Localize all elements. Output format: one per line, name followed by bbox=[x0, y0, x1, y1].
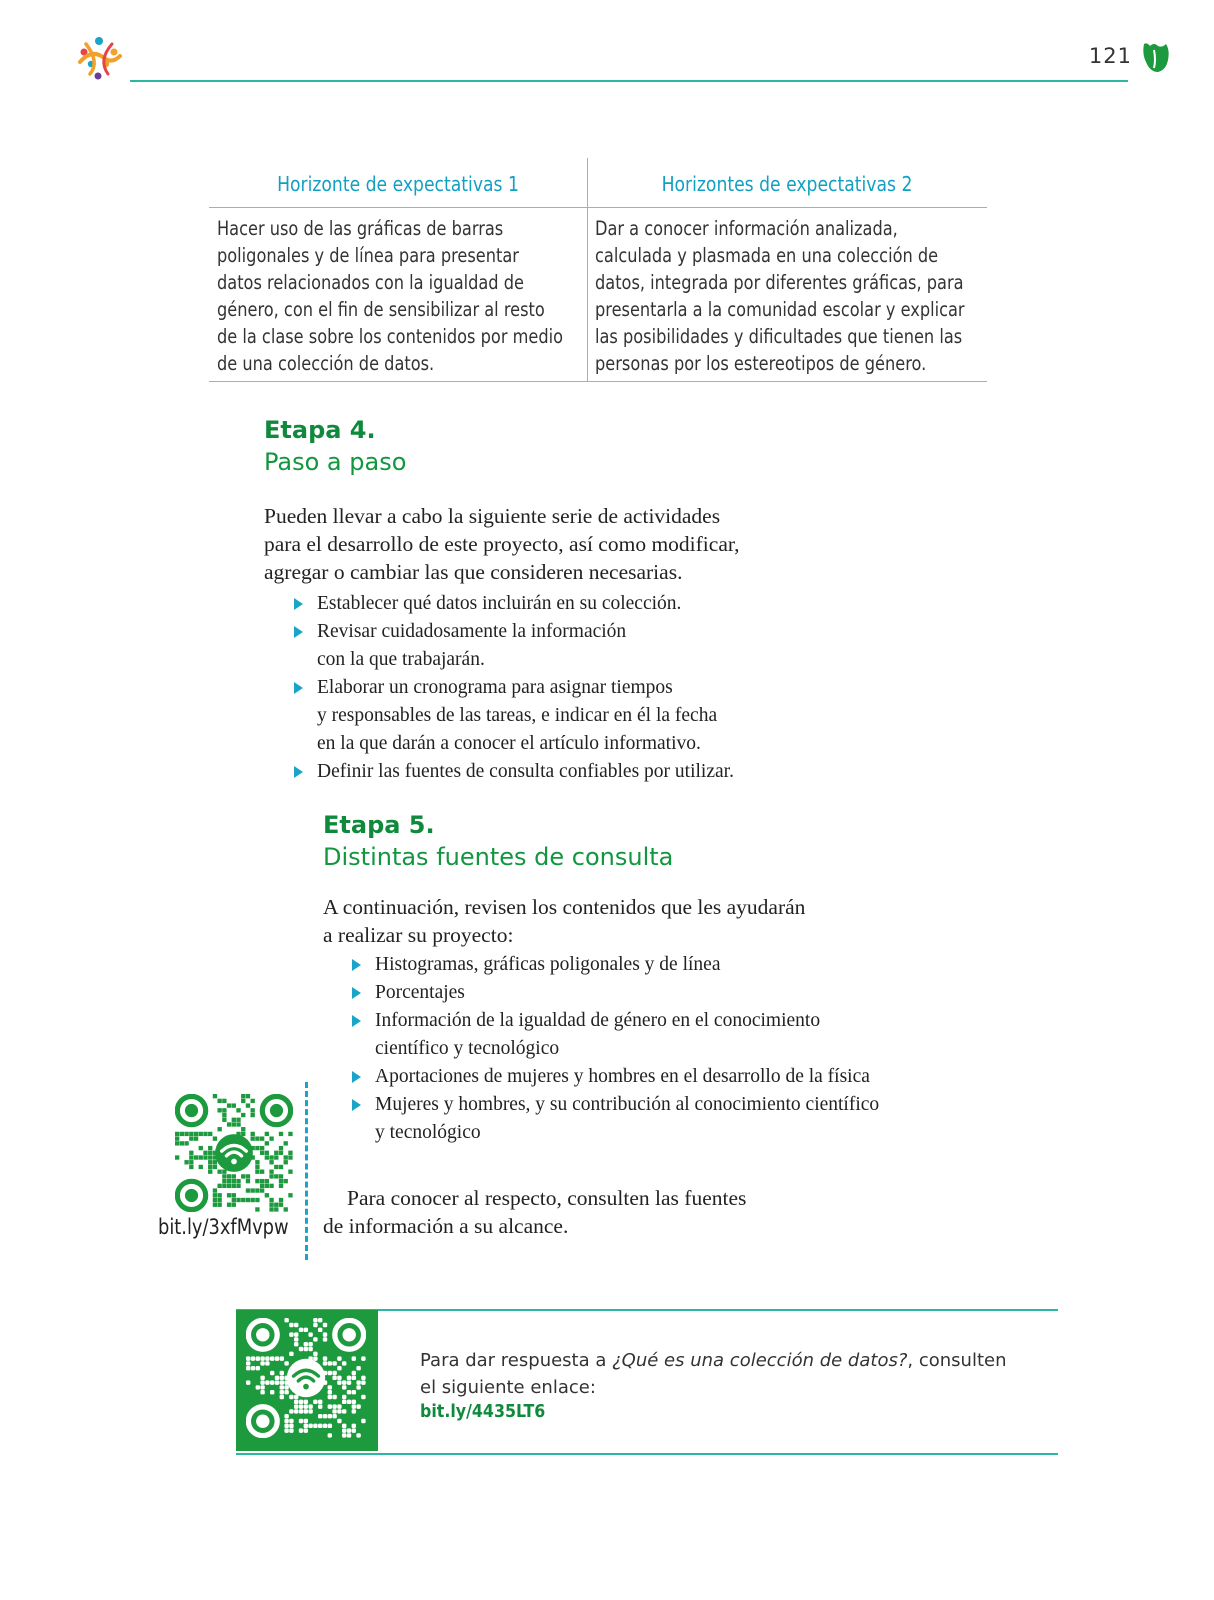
table-column-divider bbox=[587, 158, 588, 382]
resource-text bbox=[420, 1347, 1040, 1401]
etapa5-title: Etapa 5. bbox=[323, 811, 435, 839]
list-item-line: Porcentajes bbox=[375, 982, 465, 1003]
cell-line: presentarla a la comunidad escolar y explicar bbox=[595, 298, 965, 321]
list-item bbox=[292, 674, 852, 758]
qr-code-icon[interactable] bbox=[175, 1094, 293, 1212]
intro-line: agregar o cambiar las que consideren necesarias. bbox=[264, 560, 683, 584]
bullet-icon bbox=[352, 987, 361, 999]
bullet-icon bbox=[352, 959, 361, 971]
etapa5-list bbox=[350, 951, 970, 1147]
leaf-badge-icon bbox=[1140, 40, 1170, 74]
list-item-line: y responsables de las tareas, e indicar en él la fecha bbox=[317, 705, 718, 726]
list-item-line: con la que trabajarán. bbox=[317, 649, 485, 670]
intro-line: para el desarrollo de este proyecto, así como modificar, bbox=[264, 532, 740, 556]
resource-link[interactable]: bit.ly/4435LT6 bbox=[420, 1401, 546, 1422]
cell-line: personas por los estereotipos de género. bbox=[595, 352, 927, 375]
etapa5-subtitle: Distintas fuentes de consulta bbox=[323, 843, 674, 871]
intro-line: A continuación, revisen los contenidos que les ayudarán bbox=[323, 895, 806, 919]
cell-line: poligonales y de línea para presentar bbox=[217, 244, 519, 267]
page-number: 121 bbox=[1088, 44, 1132, 68]
etapa5-intro bbox=[323, 893, 883, 949]
cell-line: las posibilidades y dificultades que tienen las bbox=[595, 325, 963, 348]
bullet-icon bbox=[294, 766, 303, 778]
list-item-line: Revisar cuidadosamente la información bbox=[317, 621, 627, 642]
qr-link[interactable]: bit.ly/3xfMvpw bbox=[158, 1215, 289, 1239]
resource-text-before: Para dar respuesta a bbox=[420, 1350, 613, 1371]
etapa4-list bbox=[292, 590, 852, 786]
list-item bbox=[350, 1091, 970, 1147]
table-bottom-rule bbox=[209, 381, 987, 382]
cell-line: datos relacionados con la igualdad de bbox=[217, 271, 524, 294]
list-item bbox=[292, 618, 852, 674]
bullet-icon bbox=[294, 682, 303, 694]
table-cell-1 bbox=[217, 215, 566, 377]
resource-question: ¿Qué es una colección de datos? bbox=[612, 1350, 908, 1371]
resource-line-2: el siguiente enlace: bbox=[420, 1377, 596, 1398]
list-item-line: Aportaciones de mujeres y hombres en el desarrollo de la física bbox=[375, 1066, 870, 1087]
cell-line: de la clase sobre los contenidos por medio bbox=[217, 325, 564, 348]
list-item-line: Mujeres y hombres, y su contribución al conocimiento científico bbox=[375, 1094, 880, 1115]
resource-line-1 bbox=[420, 1347, 1040, 1374]
list-item-line: Definir las fuentes de consulta confiables por utilizar. bbox=[317, 761, 734, 782]
cell-line: calculada y plasmada en una colección de bbox=[595, 244, 939, 267]
resource-text-after: , consulten bbox=[907, 1350, 1007, 1371]
bullet-icon bbox=[352, 1071, 361, 1083]
bullet-icon bbox=[294, 626, 303, 638]
list-item-line: Elaborar un cronograma para asignar tiempos bbox=[317, 677, 673, 698]
bullet-icon bbox=[294, 598, 303, 610]
list-item bbox=[350, 951, 970, 979]
cell-line: Dar a conocer información analizada, bbox=[595, 217, 898, 240]
table-header-2: Horizontes de expectativas 2 bbox=[661, 172, 913, 196]
etapa4-subtitle: Paso a paso bbox=[264, 448, 407, 476]
etapa4-intro bbox=[264, 502, 804, 586]
list-item-line: Establecer qué datos incluirán en su colección. bbox=[317, 593, 682, 614]
list-item bbox=[292, 758, 852, 786]
list-item bbox=[350, 1063, 970, 1091]
list-item-line: Información de la igualdad de género en el conocimiento bbox=[375, 1010, 821, 1031]
list-item bbox=[292, 590, 852, 618]
etapa4-title: Etapa 4. bbox=[264, 416, 376, 444]
cell-line: datos, integrada por diferentes gráficas, para bbox=[595, 271, 964, 294]
list-item-line: en la que darán a conocer el artículo informativo. bbox=[317, 733, 701, 754]
bullet-icon bbox=[352, 1099, 361, 1111]
bullet-icon bbox=[352, 1015, 361, 1027]
closing-paragraph bbox=[323, 1184, 843, 1240]
qr-code-icon[interactable] bbox=[246, 1318, 366, 1438]
header-rule bbox=[130, 80, 1128, 82]
closing-line: Para conocer al respecto, consulten las fuentes bbox=[347, 1186, 747, 1210]
list-item-line: y tecnológico bbox=[375, 1122, 481, 1143]
list-item bbox=[350, 979, 970, 1007]
list-item-line: Histogramas, gráficas poligonales y de línea bbox=[375, 954, 721, 975]
cell-line: de una colección de datos. bbox=[217, 352, 435, 375]
list-item-line: científico y tecnológico bbox=[375, 1038, 560, 1059]
dashed-divider bbox=[305, 1082, 308, 1260]
logo-icon bbox=[74, 34, 124, 84]
cell-line: Hacer uso de las gráficas de barras bbox=[217, 217, 504, 240]
table-cell-2 bbox=[595, 215, 973, 377]
intro-line: Pueden llevar a cabo la siguiente serie de actividades bbox=[264, 504, 721, 528]
list-item bbox=[350, 1007, 970, 1063]
intro-line: a realizar su proyecto: bbox=[323, 923, 514, 947]
table-header-rule bbox=[209, 207, 987, 208]
table-header-1: Horizonte de expectativas 1 bbox=[277, 172, 519, 196]
cell-line: género, con el fin de sensibilizar al resto bbox=[217, 298, 545, 321]
closing-line: de información a su alcance. bbox=[323, 1214, 569, 1238]
